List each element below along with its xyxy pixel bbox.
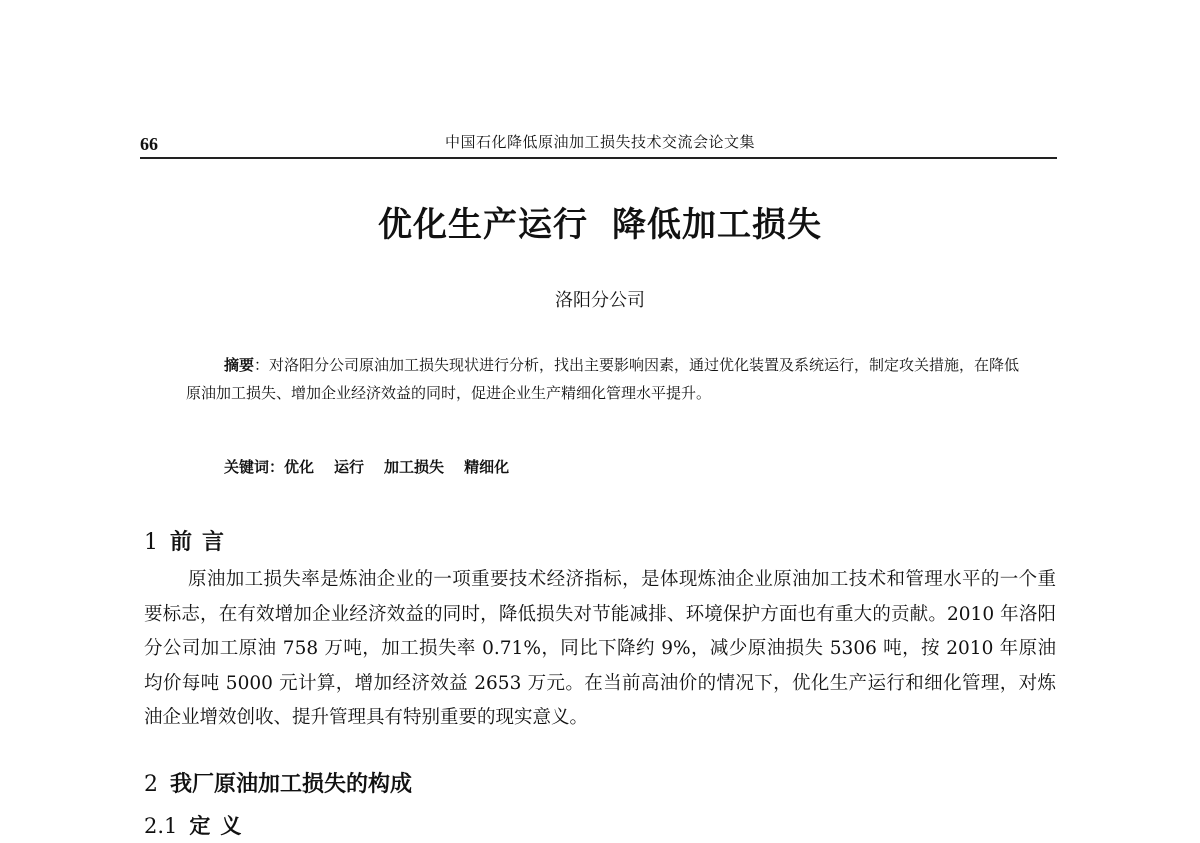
keyword-item: 优化 [284, 458, 315, 476]
section-1-body: 原油加工损失率是炼油企业的一项重要技术经济指标，是体现炼油企业原油加工技术和管理水平的一个重要标志，在有效增加企业经济效益的同时，降低损失对节能减排、环境保护方面也有重大的贡献。2010 年洛阳分公司加工原油 758 万吨，加工损失率 0.71%，同比下降约 9%，减少原油损失 5306 吨，按 2010 年原油均价每吨 5000 元计算，增加经济效益 2653 万元。在当前高油价的情况下，优化生产运行和细化管理，对炼油企业增效创收、提升管理具有特别重要的现实意义。 [144, 569, 1056, 729]
keyword-item: 运行 [334, 458, 365, 476]
section-number: 2.1 [144, 814, 178, 838]
keywords-label: 关键词： [224, 458, 285, 476]
section-title: 前言 [170, 530, 235, 555]
section-number: 1 [144, 530, 158, 555]
abstract [186, 351, 1020, 407]
page-number: 66 [140, 134, 158, 154]
keywords [224, 456, 529, 477]
section-heading-2 [144, 767, 412, 798]
paper-title [0, 197, 1200, 246]
section-heading-2-1 [144, 810, 251, 840]
keyword-item: 加工损失 [384, 458, 445, 476]
section-heading-1 [144, 525, 234, 556]
running-header: 中国石化降低原油加工损失技术交流会论文集 [444, 133, 755, 151]
paper-title-part1: 优化生产运行 [378, 205, 588, 245]
paper-title-part2: 降低加工损失 [612, 205, 822, 245]
section-title: 定义 [189, 814, 252, 838]
abstract-text: ：对洛阳分公司原油加工损失现状进行分析，找出主要影响因素，通过优化装置及系统运行，制定攻关措施，在降低原油加工损失、增加企业经济效益的同时，促进企业生产精细化管理水平提升。 [186, 356, 1020, 402]
keyword-item: 精细化 [464, 458, 510, 476]
section-number: 2 [144, 772, 158, 797]
header-rule [140, 157, 1057, 159]
affiliation: 洛阳分公司 [555, 290, 645, 311]
section-title: 我厂原油加工损失的构成 [170, 772, 413, 797]
abstract-label: 摘要 [224, 356, 255, 374]
